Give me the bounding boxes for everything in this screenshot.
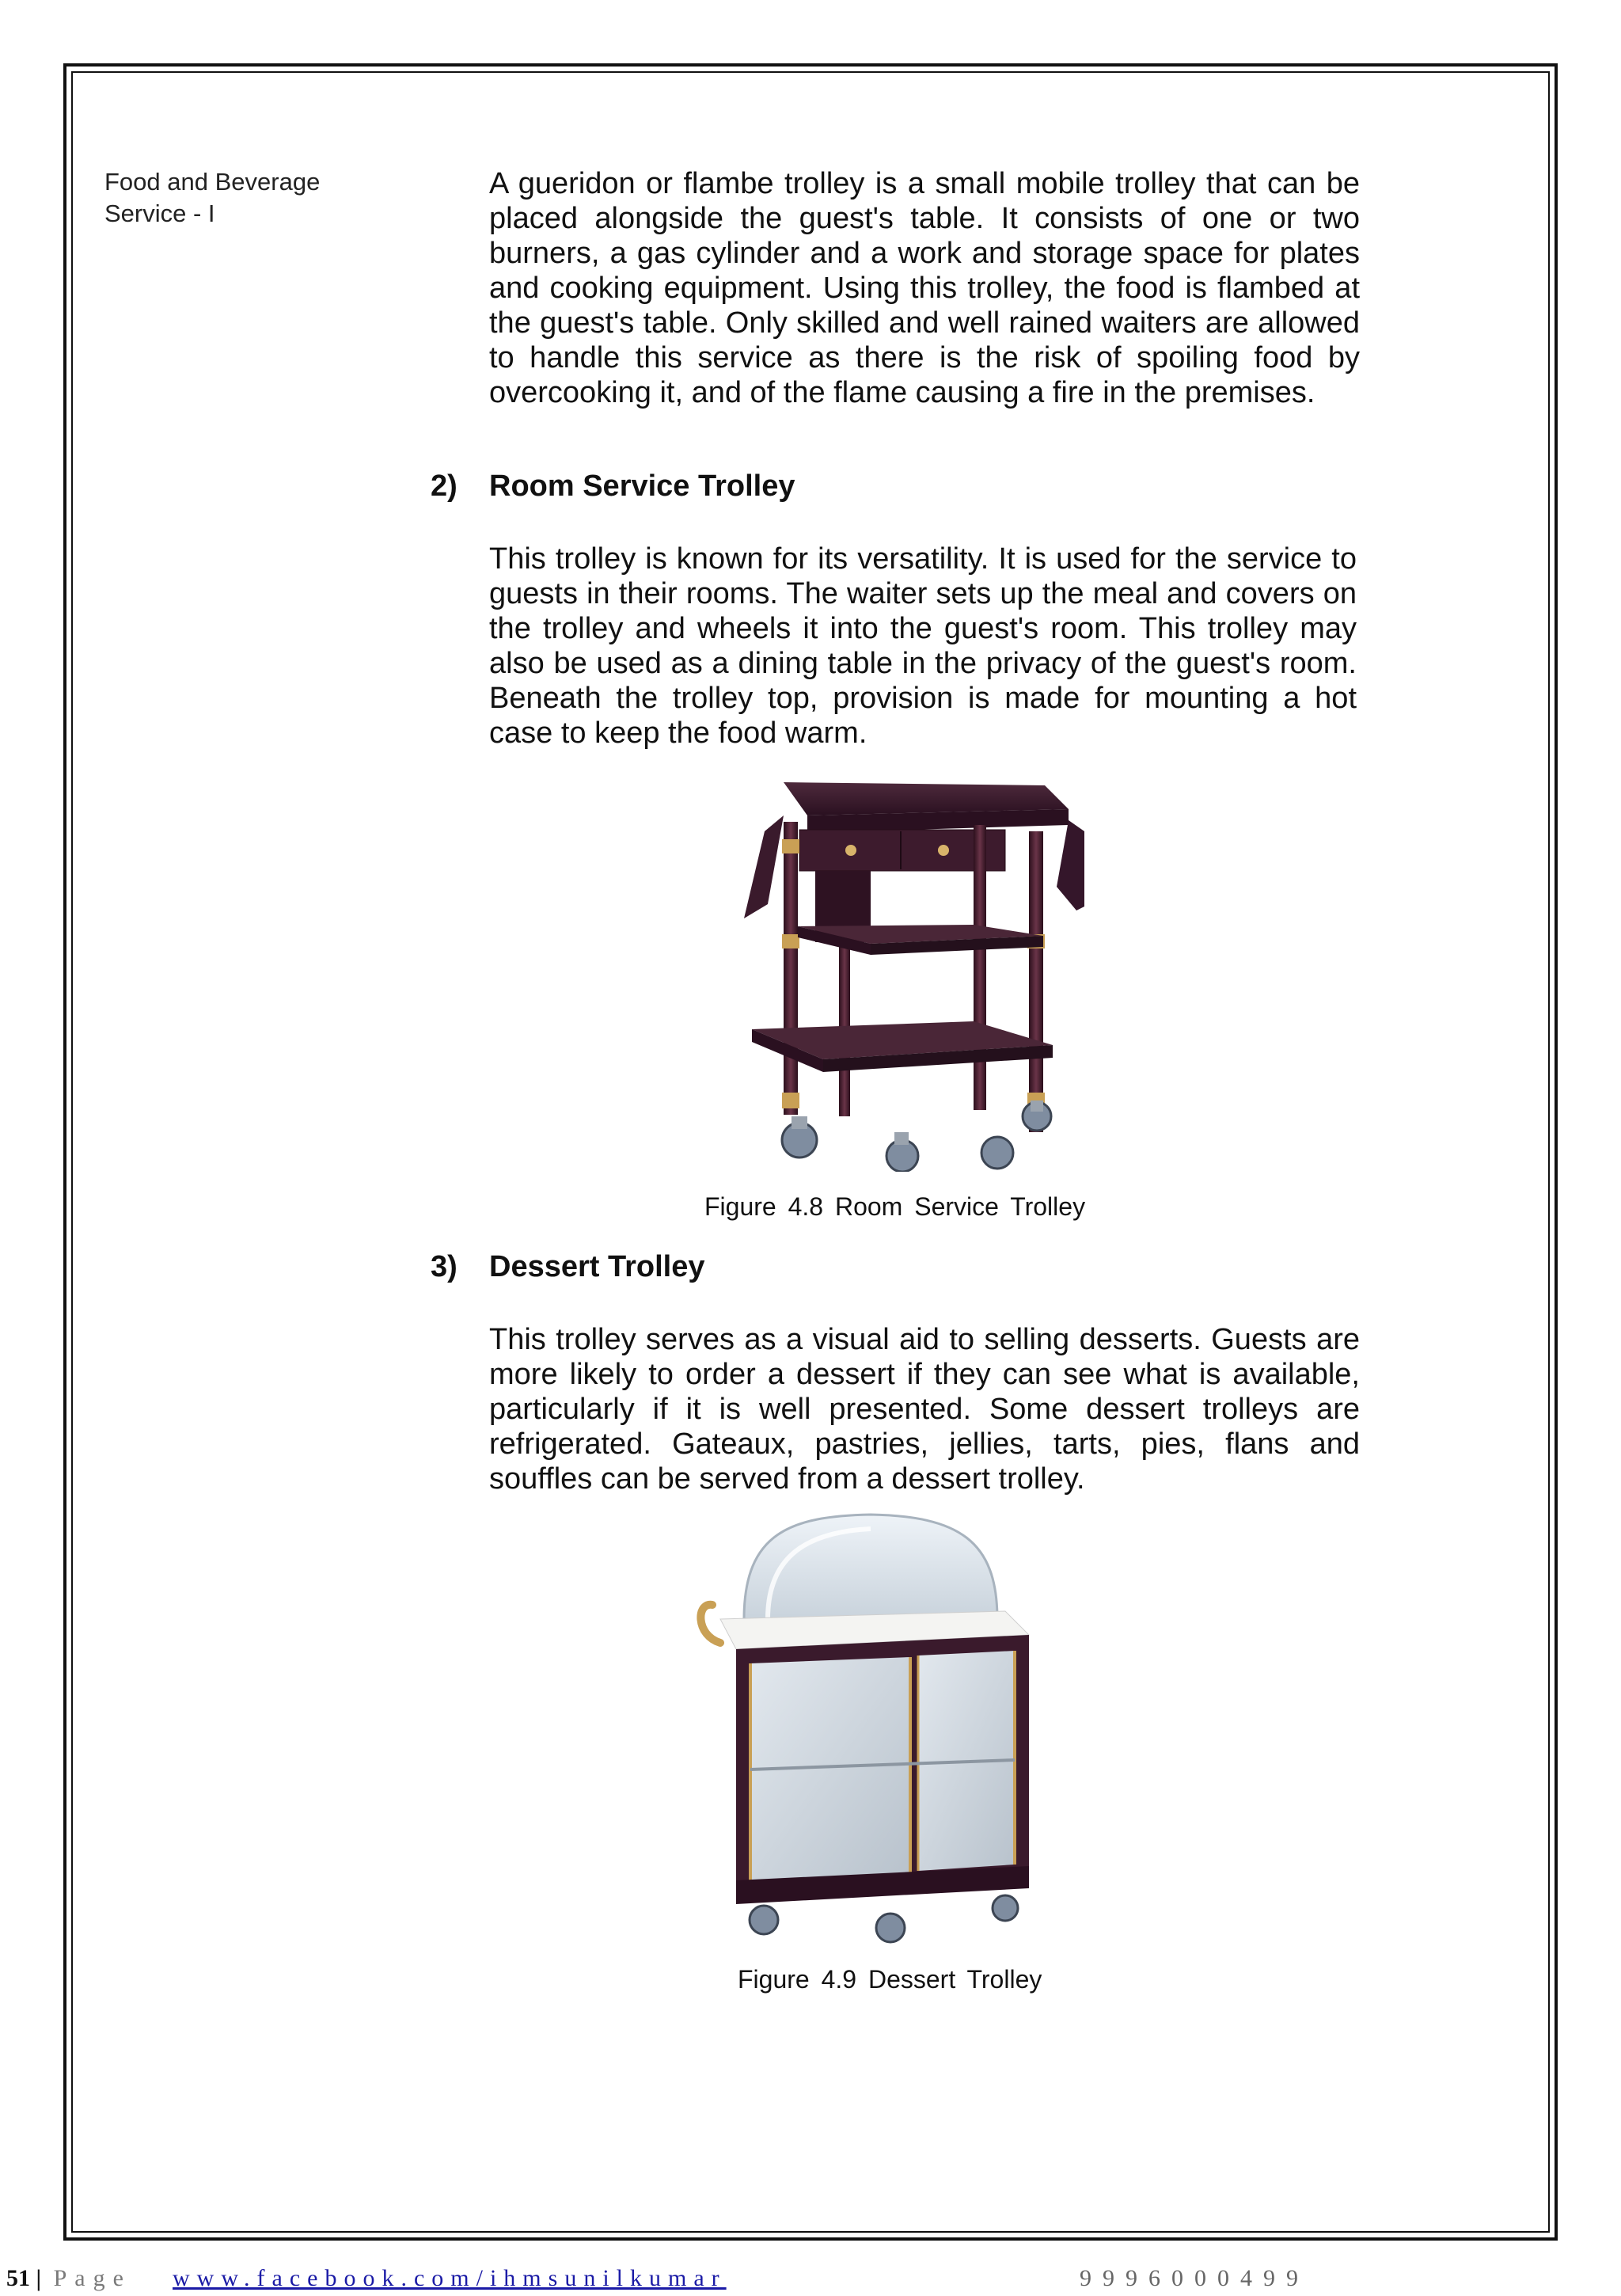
- room-service-paragraph: This trolley is known for its versatility. It is used for the service to guests in their rooms. The waiter sets up the meal and covers on the trolley and wheels it into the guest's room. This trolley may also be used as a dining table in the privacy of the guest's room. Beneath the trolley top, provision is made for mounting a hot case to keep the food warm.: [489, 542, 1357, 750]
- facebook-link[interactable]: www.facebook.com/ihmsunilkumar: [173, 2265, 727, 2291]
- footer-separator: |: [36, 2265, 42, 2291]
- room-service-trolley-image: [736, 768, 1084, 1172]
- phone-number: 9996000499: [1080, 2265, 1309, 2291]
- running-head-line2: Service - I: [104, 200, 215, 227]
- dessert-paragraph: This trolley serves as a visual aid to selling desserts. Guests are more likely to order a dessert if they can see what is available, particularly if it is well presented. Some dessert trolleys are refrigerated. Gateaux, pastries, jellies, tarts, pies, flans and souffles can be served from a dessert trolley.: [489, 1323, 1360, 1496]
- figure-caption-4-8: Figure 4.8 Room Service Trolley: [704, 1192, 1086, 1221]
- section-title: Dessert Trolley: [489, 1250, 705, 1283]
- running-head-line1: Food and Beverage: [104, 168, 321, 196]
- section-number: 2): [431, 469, 457, 503]
- running-head: [104, 166, 366, 230]
- dessert-trolley-image: [689, 1508, 1084, 1948]
- intro-paragraph: A gueridon or flambe trolley is a small mobile trolley that can be placed alongside the guest's table. It consists of one or two burners, a gas cylinder and a work and storage space for plates and cooking equipment. Using this trolley, the food is flambed at the guest's table. Only skilled and well rained waiters are allowed to handle this service as there is the risk of spoiling food by overcooking it, and of the flame causing a fire in the premises.: [489, 167, 1360, 409]
- page-number: 51: [6, 2265, 30, 2291]
- section-number: 3): [431, 1250, 457, 1283]
- page-word: Page: [53, 2265, 131, 2291]
- page-footer: [6, 2264, 1613, 2296]
- section-title: Room Service Trolley: [489, 469, 795, 503]
- figure-caption-4-9: Figure 4.9 Dessert Trolley: [738, 1965, 1042, 1994]
